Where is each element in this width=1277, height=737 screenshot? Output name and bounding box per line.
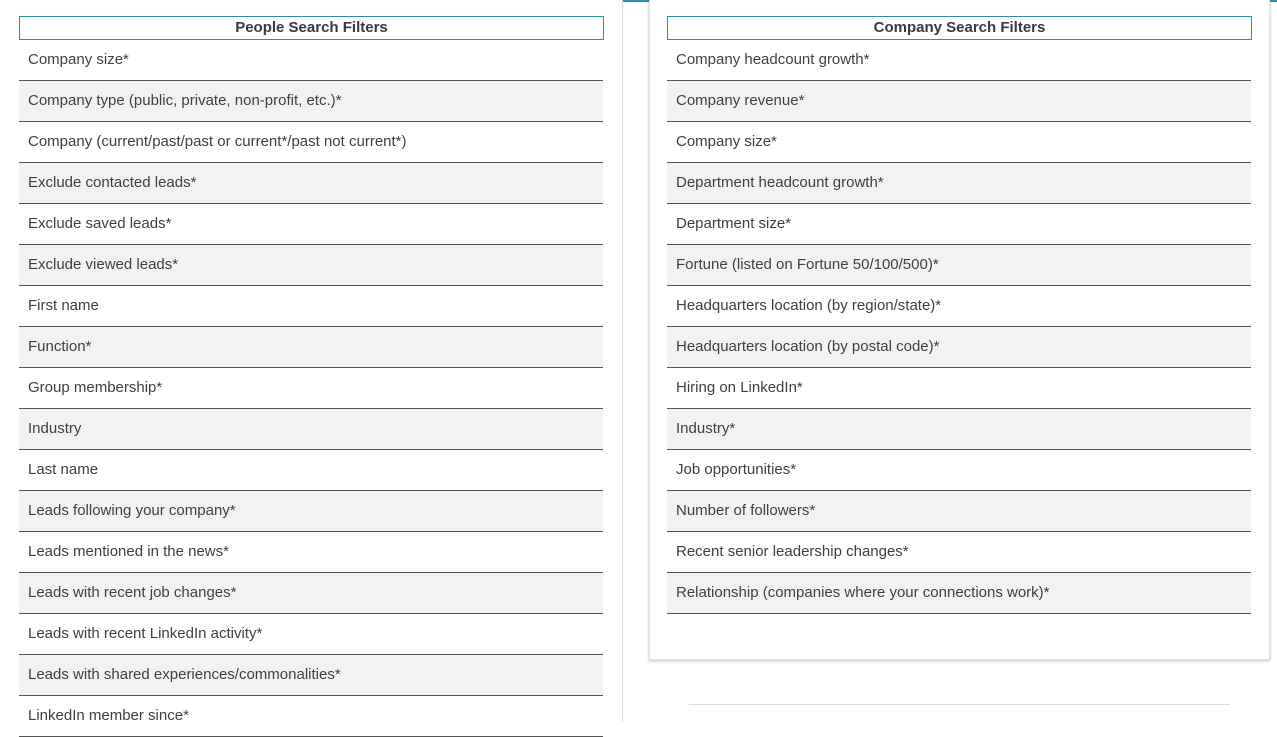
list-item: Industry (19, 409, 603, 450)
list-item: Company revenue* (667, 81, 1251, 122)
list-item: Recent senior leadership changes* (667, 532, 1251, 573)
list-item: Company headcount growth* (667, 40, 1251, 81)
list-item: Leads with shared experiences/commonalities* (19, 655, 603, 696)
list-item: Leads with recent job changes* (19, 573, 603, 614)
list-item: Headquarters location (by postal code)* (667, 327, 1251, 368)
people-filters-title: People Search Filters (19, 16, 604, 40)
list-item: Group membership* (19, 368, 603, 409)
list-item: Leads mentioned in the news* (19, 532, 603, 573)
list-item: Hiring on LinkedIn* (667, 368, 1251, 409)
list-item: Relationship (companies where your connections work)* (667, 573, 1251, 614)
company-filters-title: Company Search Filters (667, 16, 1252, 40)
list-item: First name (19, 286, 603, 327)
list-item: Company (current/past/past or current*/past not current*) (19, 122, 603, 163)
people-filters-panel (0, 0, 623, 722)
list-item: Department headcount growth* (667, 163, 1251, 204)
list-item: Exclude contacted leads* (19, 163, 603, 204)
list-item: Job opportunities* (667, 450, 1251, 491)
list-item: Company size* (19, 40, 603, 81)
list-item: Exclude saved leads* (19, 204, 603, 245)
list-item: Leads following your company* (19, 491, 603, 532)
list-item: Department size* (667, 204, 1251, 245)
company-filters-list (667, 40, 1251, 614)
list-item: LinkedIn member since* (19, 696, 603, 737)
list-item: Number of followers* (667, 491, 1251, 532)
list-item: Function* (19, 327, 603, 368)
list-item: Leads with recent LinkedIn activity* (19, 614, 603, 655)
list-item: Last name (19, 450, 603, 491)
list-item: Industry* (667, 409, 1251, 450)
list-item: Company type (public, private, non-profit, etc.)* (19, 81, 603, 122)
divider (689, 704, 1230, 705)
company-filters-panel (649, 0, 1270, 660)
people-filters-list (19, 40, 603, 737)
list-item: Exclude viewed leads* (19, 245, 603, 286)
list-item: Fortune (listed on Fortune 50/100/500)* (667, 245, 1251, 286)
list-item: Headquarters location (by region/state)* (667, 286, 1251, 327)
list-item: Company size* (667, 122, 1251, 163)
